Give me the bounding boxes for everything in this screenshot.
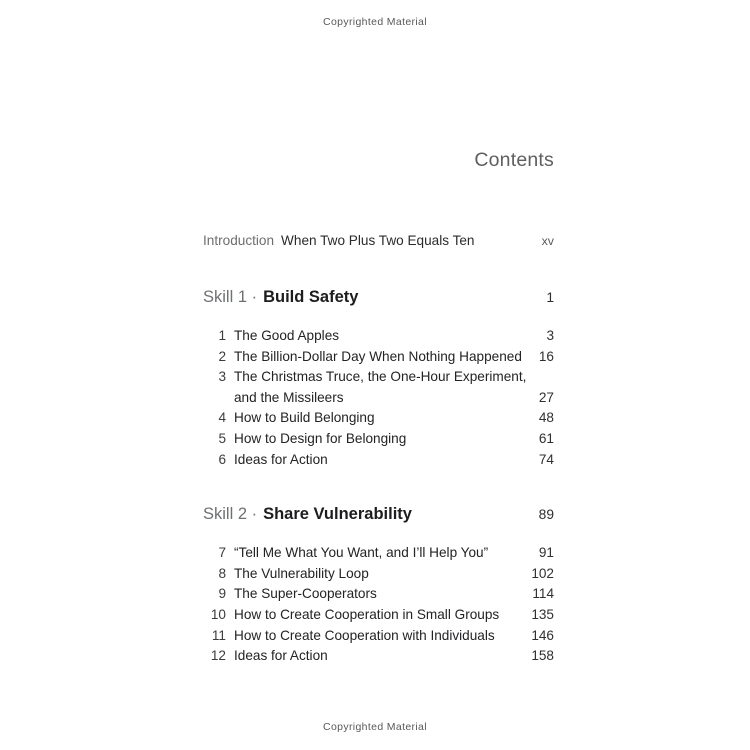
chapter-number: 4 (218, 410, 226, 426)
chapter-title: Ideas for Action (234, 451, 328, 467)
chapter-number: 11 (211, 627, 226, 643)
chapter-number: 5 (218, 430, 226, 446)
section-page-number: 89 (538, 507, 554, 523)
chapter-title: The Good Apples (234, 328, 340, 343)
chapter-number: 9 (218, 586, 226, 602)
chapter-page-number: 91 (538, 545, 554, 561)
chapter-number: 2 (218, 348, 226, 364)
chapter-title: How to Create Cooperation with Individuals (234, 627, 495, 643)
toc-chapter-row (203, 545, 554, 566)
chapter-number: 12 (210, 648, 226, 664)
toc-chapter-row (203, 648, 554, 669)
toc-entry-introduction (203, 233, 554, 255)
toc-chapter-row (203, 607, 554, 628)
toc-chapter-row (203, 566, 554, 587)
toc-section-heading-share-vulnerability (203, 505, 554, 529)
chapter-page-number: 16 (538, 348, 554, 364)
section-name: Share Vulnerability (263, 505, 412, 524)
chapter-list (203, 328, 554, 472)
chapter-page-number: 61 (538, 430, 554, 446)
chapter-number: 1 (218, 328, 226, 343)
chapter-title: The Super-Cooperators (234, 586, 377, 602)
toc-chapter-row (203, 410, 554, 431)
toc-chapter-row (203, 628, 554, 649)
chapter-page-number: 102 (531, 565, 554, 581)
toc-chapter-row (203, 452, 554, 473)
chapter-page-number: 27 (538, 389, 554, 405)
chapter-number: 8 (218, 565, 226, 581)
chapter-title: “Tell Me What You Want, and I’ll Help You” (234, 545, 489, 561)
section-name: Build Safety (263, 288, 359, 306)
chapter-title-continued: and the Missileers (234, 389, 344, 405)
table-of-contents (203, 233, 554, 669)
chapter-number: 6 (218, 451, 226, 467)
chapter-number: 3 (218, 369, 226, 385)
chapter-title: Ideas for Action (234, 648, 328, 664)
page-title: Contents (474, 149, 554, 171)
section-prefix: Skill 1 · (203, 288, 258, 306)
chapter-page-number: 114 (532, 586, 554, 602)
toc-sections (203, 288, 554, 669)
chapter-title: The Vulnerability Loop (234, 565, 369, 581)
chapter-page-number: 158 (531, 648, 554, 664)
chapter-title: How to Design for Belonging (234, 430, 407, 446)
chapter-number: 7 (218, 545, 226, 561)
chapter-page-number: 48 (538, 410, 554, 426)
toc-chapter-row-continued (203, 390, 554, 411)
toc-chapter-row (203, 369, 554, 390)
introduction-page-number: xv (541, 234, 554, 248)
copyright-watermark-bottom: Copyrighted Material (323, 721, 427, 733)
chapter-number: 10 (210, 606, 226, 622)
chapter-title: How to Build Belonging (234, 410, 375, 426)
section-page-number: 1 (546, 290, 554, 305)
chapter-title: The Christmas Truce, the One-Hour Experiment, (234, 369, 527, 385)
chapter-page-number: 74 (538, 451, 554, 467)
chapter-page-number: 3 (546, 328, 554, 343)
toc-chapter-row (203, 349, 554, 370)
toc-chapter-row (203, 586, 554, 607)
toc-chapter-row (203, 328, 554, 349)
chapter-title: The Billion-Dollar Day When Nothing Happened (234, 348, 522, 364)
chapter-title: How to Create Cooperation in Small Groups (234, 606, 500, 622)
toc-section-heading-build-safety (203, 288, 554, 312)
copyright-watermark-top: Copyrighted Material (323, 16, 427, 28)
chapter-page-number: 146 (531, 627, 554, 643)
introduction-title: When Two Plus Two Equals Ten (281, 233, 475, 248)
section-prefix: Skill 2 · (203, 505, 258, 524)
introduction-label: Introduction (203, 233, 275, 248)
toc-chapter-row (203, 431, 554, 452)
chapter-list (203, 545, 554, 669)
chapter-page-number: 135 (531, 606, 554, 622)
